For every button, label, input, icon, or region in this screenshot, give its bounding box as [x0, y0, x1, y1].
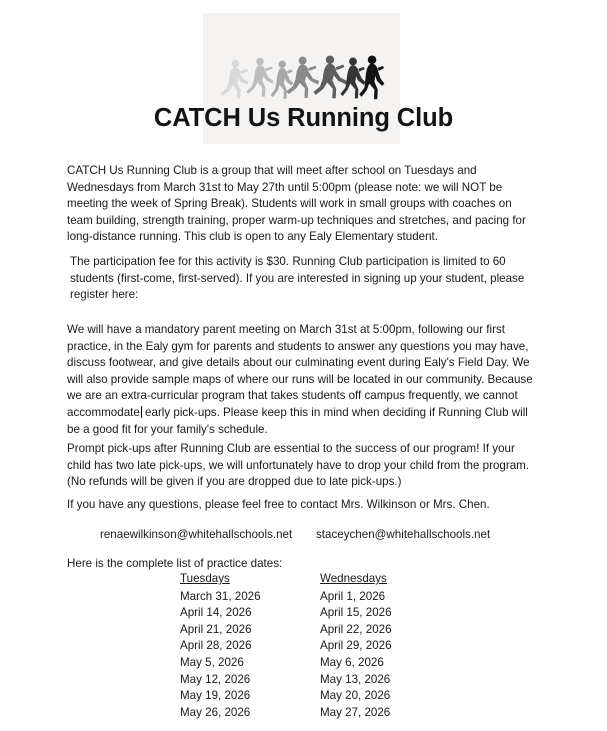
date-cell-tuesday: April 28, 2026	[180, 639, 252, 653]
table-row	[180, 705, 460, 722]
paragraph-pickup-policy: Prompt pick-ups after Running Club are essential to the success of our program! If your child has two late pick-ups, we will unfortunately have to drop your child from the program. (No refunds will be given if you are dropped due to late pick-ups.)	[67, 442, 530, 489]
email-wilkinson[interactable]: renaewilkinson@whitehallschools.net	[100, 528, 293, 541]
table-row	[180, 638, 460, 655]
date-cell-tuesday: May 5, 2026	[180, 655, 244, 669]
date-cell-wednesday: April 29, 2026	[320, 639, 392, 653]
paragraph-parent-meeting-part2: early pick-ups. Please keep this in mind when deciding if Running Club will be a good fit for your family's schedule.	[67, 405, 528, 436]
date-cell-wednesday: April 1, 2026	[320, 589, 386, 603]
date-cell-wednesday: May 13, 2026	[320, 672, 391, 686]
date-cell-tuesday: May 19, 2026	[180, 689, 251, 703]
paragraph-parent-meeting-part1: We will have a mandatory parent meeting on March 31st at 5:00pm, following our first practice, in the Ealy gym for parents and students to answer any questions you may have, discuss footwear, and give details about our culminating event during Ealy's Field Day. We will also provide sample maps of where our runs will be located in our community. Because we are an extra-curricular program that takes students off campus frequently, we cannot accommodate	[67, 323, 533, 419]
date-cell-tuesday: May 26, 2026	[180, 705, 251, 719]
date-cell-wednesday: April 22, 2026	[320, 622, 392, 636]
date-cell-tuesday: May 12, 2026	[180, 672, 251, 686]
date-cell-wednesday: May 27, 2026	[320, 705, 391, 719]
paragraph-questions: If you have any questions, please feel free to contact Mrs. Wilkinson or Mrs. Chen.	[67, 498, 490, 511]
date-cell-wednesday: May 20, 2026	[320, 689, 391, 703]
date-cell-tuesday: April 14, 2026	[180, 606, 252, 620]
table-row	[180, 688, 460, 705]
column-header-wednesdays: Wednesdays	[320, 572, 387, 585]
page-title: CATCH Us Running Club	[153, 104, 454, 132]
table-header-row	[180, 571, 460, 589]
practice-dates-table	[180, 571, 460, 721]
column-header-tuesdays: Tuesdays	[180, 572, 230, 585]
date-cell-wednesday: April 15, 2026	[320, 606, 392, 620]
table-row	[180, 622, 460, 639]
paragraph-fee: The participation fee for this activity is $30. Running Club participation is limited to 60 students (first-come, first-served). If you are interested in signing up your student, please register here:	[70, 255, 525, 302]
table-row	[180, 672, 460, 689]
email-chen[interactable]: staceychen@whitehallschools.net	[316, 528, 491, 541]
dates-table-body	[180, 589, 460, 722]
paragraph-parent-meeting	[67, 322, 540, 438]
date-cell-tuesday: March 31, 2026	[180, 589, 261, 603]
paragraph-intro: CATCH Us Running Club is a group that will meet after school on Tuesdays and Wednesdays from March 31st to May 27th until 5:00pm (please note: we will NOT be meeting the week of Spring Break). Students will work in small groups with coaches on team building, strength training, proper warm-up techniques and stretches, and pacing for long-distance running. This club is open to any Ealy Elementary student.	[67, 164, 526, 244]
running-silhouettes-icon	[217, 55, 387, 107]
table-row	[180, 605, 460, 622]
dates-intro-label: Here is the complete list of practice dates:	[67, 557, 283, 570]
table-row	[180, 655, 460, 672]
date-cell-tuesday: April 21, 2026	[180, 622, 252, 636]
table-row	[180, 589, 460, 606]
date-cell-wednesday: May 6, 2026	[320, 655, 384, 669]
